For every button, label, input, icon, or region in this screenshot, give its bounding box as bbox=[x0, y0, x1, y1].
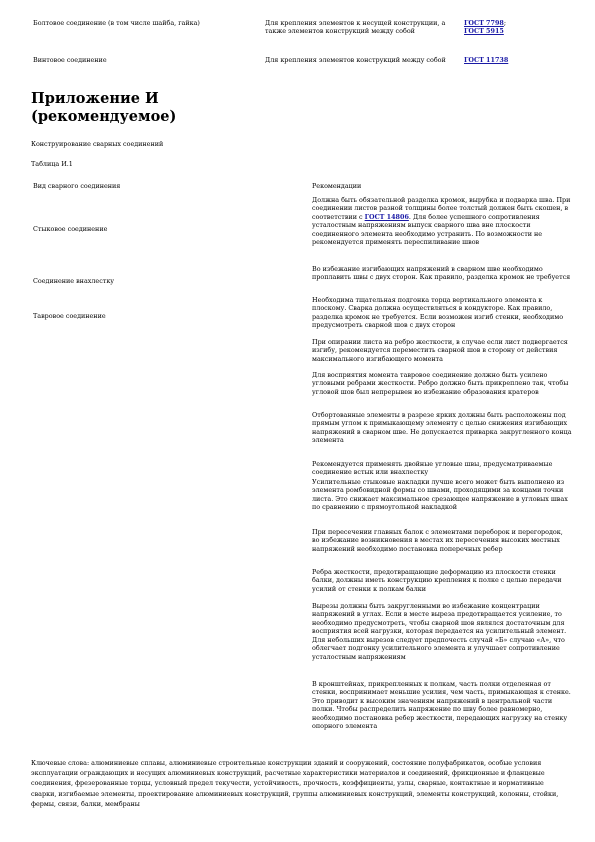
top-row-2-purpose: Для крепления элементов конструкций между собой bbox=[265, 56, 446, 64]
gost-11738-link[interactable]: ГОСТ 11738 bbox=[464, 56, 509, 64]
top-row-1-purpose: Для крепления элементов к несущей конструкции, а также элементов конструкций между собой bbox=[265, 19, 446, 36]
recommendation-11: Вырезы должны быть закругленными во избежание концентрации напряжений в углах. Если в месте выреза предотвращается усиление, то необходимо предусмотреть, чтобы сварной шов являлся достаточным для восприятия всей нагрузки, которая передается на усилительный элемент. Для небольших вырезов следует предпочесть случай «Б» случаю «А», что облегчает подгонку усилительного элемента и улучшает сопротивление усталостным напряжениям bbox=[312, 602, 567, 661]
recommendation-2: Во избежание изгибающих напряжений в сварном шве необходимо проплавить швы с двух сторон. Как правило, разделка кромок не требуется bbox=[312, 265, 571, 282]
appendix-subtitle: Конструирование сварных соединений bbox=[31, 140, 164, 148]
recommendation-4: При опирании листа на ребро жесткости, в случае если лист подвергается изгибу, рекомендуется переместить сварной шов в сторону от действия максимального изгибающего момента bbox=[312, 338, 568, 363]
keywords-paragraph: Ключевые слова: алюминиевые сплавы, алюминиевые строительные конструкции зданий и сооружений, состояние полуфабрикатов, особые условия эксплуатации ограждающих и несущих алюминиевых конструкций, расчетные характеристики материалов и соединений, фрикционные и фланцевые соединения, фрезерованные торцы, условный предел текучести, устойчивость, прочность, коэффициенты, узлы, сварные, контактные и нормативные сварки, изгибаемые элементы, проектирование алюминиевых конструкций, группы алюминиевых конструкций, элементы конструкций, колонны, стойки, фермы, связи, балки, мембраны bbox=[31, 759, 559, 808]
rec1-text-pre: Должна быть обязательной разделка кромок, вырубка и подварка шва. При соединении листов разной толщины более толстый должен быть скошен, в соответствии с bbox=[312, 196, 571, 221]
appendix-title: Приложение И bbox=[31, 90, 159, 107]
recommendation-5: Для восприятия момента тавровое соединение должно быть усилено угловыми ребрами жесткости. Ребро должно быть прикреплено так, чтобы угловой шов был непрерывен во избежание образования кратеров bbox=[312, 371, 569, 396]
rec1-text-post: . Для более успешного сопротивления усталостным напряжениям выпуск сварного шва вне плоскости соединенного элемента необходимо устранить. По возможности не рекомендуется применять переспиливание швов bbox=[312, 212, 543, 247]
gost-7798-link[interactable]: ГОСТ 7798 bbox=[464, 19, 504, 27]
col-header-recommendations: Рекомендации bbox=[312, 182, 362, 190]
recommendation-10: Ребра жесткости, предотвращающие деформацию из плоскости стенки балки, должны иметь конструкцию крепления к полке с целью передачи усилий от стенки к полкам балки bbox=[312, 568, 562, 593]
recommendation-7: Рекомендуется применять двойные угловые швы, предусматриваемые соединение встык или внахлестку bbox=[312, 460, 553, 477]
top-row-2-standards bbox=[464, 56, 564, 64]
recommendation-9: При пересечении главных балок с элементами переборок и перегородок, во избежание возникновения в местах их пересечения высоких местных напряжений необходимо постановка поперечных ребер bbox=[312, 528, 563, 553]
type-butt: Стыковое соединение bbox=[33, 225, 108, 233]
top-row-2-connection: Винтовое соединение bbox=[33, 56, 107, 64]
col-header-type: Вид сварного соединения bbox=[33, 182, 121, 190]
recommendation-3: Необходима тщательная подгонка торца вертикального элемента к плоскому. Сварка должна осуществляться в кондукторе. Как правило, разделка кромок не требуется. Если возможен изгиб стенки, необходимо предусмотреть сварной шов с двух сторон bbox=[312, 296, 564, 330]
appendix-heading bbox=[31, 90, 431, 126]
table-label: Таблица И.1 bbox=[31, 160, 73, 168]
top-row-1-connection: Болтовое соединение (в том числе шайба, гайка) bbox=[33, 19, 200, 27]
appendix-status: (рекомендуемое) bbox=[31, 108, 177, 125]
gost-14806-link[interactable]: ГОСТ 14806 bbox=[364, 212, 409, 221]
type-lap: Соединение внахлестку bbox=[33, 277, 115, 285]
recommendation-12: В кронштейнах, прикрепленных к полкам, часть полки отделенная от стенки, воспринимает меньшие усилия, чем часть, примыкающая к стенке. Это приводит к высоким значениям напряжений в центральной части полки. Чтобы распределить напряжение по шву более равномерно, необходимо постановка ребер жесткости, передающих нагрузку на стенку опорного элемента bbox=[312, 680, 571, 731]
standards-separator: ; bbox=[503, 19, 506, 27]
recommendation-1 bbox=[312, 196, 572, 247]
gost-5915-link[interactable]: ГОСТ 5915 bbox=[464, 27, 504, 36]
top-row-1-standards bbox=[464, 19, 564, 36]
type-tee: Тавровое соединение bbox=[33, 312, 106, 320]
recommendation-8: Усилительные стыковые накладки лучше всего может быть выполнено из элемента ромбовидной формы со швами, проходящими за концами точки листа. Это снижает максимальное срезающее напряжение в угловых швах по сравнению с прямоугольной накладкой bbox=[312, 478, 568, 512]
recommendation-6: Отбортованные элементы в разрезе ярких должны быть расположены под прямым углом к примыкающему элементу с целью снижения изгибающих напряжений в сварном шве. Не допускается приварка закругленного конца элемента bbox=[312, 411, 572, 445]
